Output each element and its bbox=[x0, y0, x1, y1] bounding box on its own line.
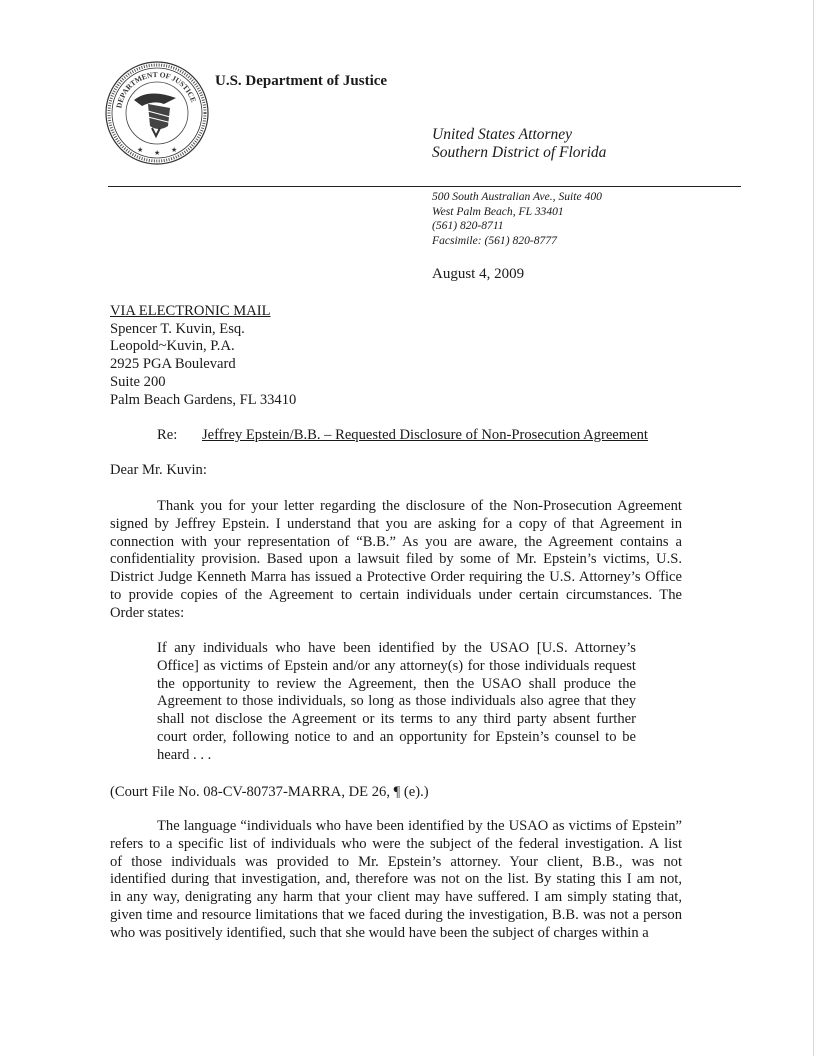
letterhead-divider bbox=[108, 186, 741, 187]
text-line: of those individuals was provided to Mr. Epstein’s attorney. Your client, B.B., was not bbox=[110, 853, 682, 870]
quote-line: court order, following notice to and an opportunity for Epstein’s counsel to be bbox=[157, 728, 636, 745]
recipient-block bbox=[110, 303, 296, 409]
office-title: United States Attorney bbox=[432, 126, 573, 143]
text-line: identified during that investigation, and, therefore was not on the list. By stating this I am not, bbox=[110, 871, 682, 888]
paragraph-2 bbox=[110, 818, 682, 943]
text-line: Order states: bbox=[110, 604, 185, 621]
quote-line: the opportunity to review the Agreement, then the USAO shall produce the bbox=[157, 675, 636, 692]
paragraph-1 bbox=[110, 498, 682, 623]
svg-text:★: ★ bbox=[154, 149, 161, 157]
office-district: Southern District of Florida bbox=[432, 144, 607, 161]
address-phone: (561) 820-8711 bbox=[432, 219, 504, 233]
department-name: U.S. Department of Justice bbox=[215, 73, 388, 89]
text-line: confidentiality provision. Based upon a lawsuit filed by some of Mr. Epstein’s victims, U.S. bbox=[110, 551, 682, 568]
text-line: Thank you for your letter regarding the disclosure of the Non-Prosecution Agreement bbox=[157, 498, 682, 514]
svg-text:★: ★ bbox=[137, 146, 144, 154]
salutation: Dear Mr. Kuvin: bbox=[110, 462, 207, 478]
office-address bbox=[432, 190, 602, 249]
quote-line: Office] as victims of Epstein and/or any attorney(s) for those individuals request bbox=[157, 657, 636, 674]
text-line: The language “individuals who have been identified by the USAO as victims of Epstein” bbox=[157, 818, 682, 834]
address-street: 500 South Australian Ave., Suite 400 bbox=[432, 190, 602, 203]
address-fax: Facsimile: (561) 820-8777 bbox=[432, 234, 557, 248]
re-subject: Jeffrey Epstein/B.B. – Requested Disclosure of Non-Prosecution Agreement bbox=[202, 427, 648, 443]
recipient-street: 2925 PGA Boulevard bbox=[110, 356, 236, 373]
letter-date: August 4, 2009 bbox=[432, 266, 525, 282]
block-quote bbox=[157, 640, 636, 765]
text-line: in any way, denigrating any harm that your client may have suffered. I am simply stating that, bbox=[110, 889, 682, 906]
recipient-name: Spencer T. Kuvin, Esq. bbox=[110, 320, 245, 337]
text-line: to provide copies of the Agreement to certain individuals under certain circumstances. The bbox=[110, 586, 682, 603]
doj-seal-logo bbox=[104, 60, 210, 166]
text-line: given time and resource limitations that we faced during the investigation, B.B. was not a person bbox=[110, 906, 682, 923]
recipient-firm: Leopold~Kuvin, P.A. bbox=[110, 338, 235, 355]
delivery-method: VIA ELECTRONIC MAIL bbox=[110, 303, 271, 319]
text-line: refers to a specific list of individuals who were the subject of the federal investigation. A list bbox=[110, 835, 682, 852]
address-city: West Palm Beach, FL 33401 bbox=[432, 204, 564, 218]
quote-line: shall not disclose the Agreement or its terms to any third party absent further bbox=[157, 711, 636, 728]
text-line: District Judge Kenneth Marra has issued a Protective Order requiring the U.S. Attorney’s Office bbox=[110, 569, 682, 586]
seal-text: DEPARTMENT OF JUSTICE bbox=[114, 69, 199, 109]
svg-text:★: ★ bbox=[171, 146, 178, 154]
recipient-city: Palm Beach Gardens, FL 33410 bbox=[110, 391, 297, 408]
quote-line: If any individuals who have been identified by the USAO [U.S. Attorney’s bbox=[157, 640, 636, 656]
court-citation: (Court File No. 08-CV-80737-MARRA, DE 26, ¶ (e).) bbox=[110, 784, 429, 800]
quote-line: heard . . . bbox=[157, 746, 212, 763]
text-line: connection with your representation of “B.B.” As you are aware, the Agreement contains a bbox=[110, 533, 682, 550]
text-line: who was positively identified, such that she would have been the subject of charges within a bbox=[110, 924, 649, 941]
page-edge bbox=[813, 0, 814, 1056]
text-line: signed by Jeffrey Epstein. I understand that you are asking for a copy of that Agreement in bbox=[110, 515, 682, 532]
re-label: Re: bbox=[157, 427, 178, 443]
quote-line: Agreement to those individuals, so long as those individuals also agree that they bbox=[157, 693, 636, 710]
recipient-suite: Suite 200 bbox=[110, 373, 166, 390]
